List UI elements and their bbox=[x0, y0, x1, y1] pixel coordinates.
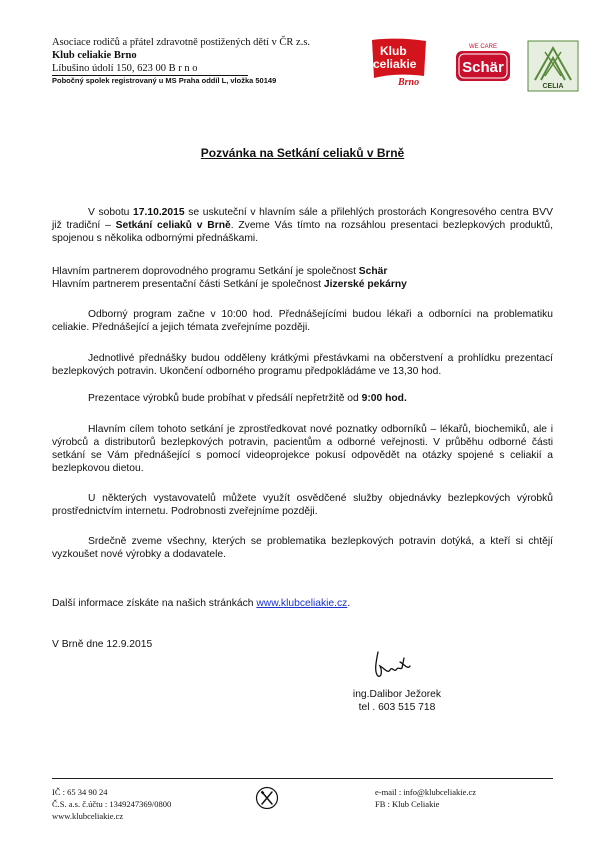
letterhead bbox=[52, 36, 352, 86]
signer-block bbox=[342, 688, 452, 714]
klub-logo-line1: Klub bbox=[380, 44, 407, 58]
schar-brand: Schär bbox=[462, 59, 504, 76]
club-address: Líbušino údolí 150, 623 00 B r n o bbox=[52, 62, 248, 76]
klub-logo-line3: Brno bbox=[398, 77, 420, 88]
invite-paragraph: Srdečně zveme všechny, kterých se problematika bezlepkových potravin dotýká, a kteří si chtějí vyzkoušet nové výrobky a dodavatele. bbox=[52, 536, 553, 560]
celia-logo bbox=[527, 40, 579, 92]
goal-paragraph: Hlavním cílem tohoto setkání je zprostředkovat nové poznatky odborníků – lékařů, biochemiků, ale i výrobců a distributorů bezlepkových potravin, pacientům a odborné veřejnosti. V průběhu odborné části setkání se Vám přednášející s pomocí videoprojekce pokusí odpovědět na otázky spojené s celiakií a bezlepkovou dietou. bbox=[52, 424, 553, 474]
program-paragraph: Odborný program začne v 10:00 hod. Přednášejícími budou lékaři a odborníci na problematiku celiakie. Přednášející a jejich témata zveřejníme později. bbox=[52, 309, 553, 333]
event-date: 17.10.2015 bbox=[133, 207, 185, 218]
partners-block bbox=[52, 265, 553, 291]
footer-web: www.klubceliakie.cz bbox=[52, 811, 124, 821]
website-link[interactable]: www.klubceliakie.cz bbox=[256, 598, 348, 609]
signer-name: ing.Dalibor Ježorek bbox=[352, 689, 442, 700]
breaks-paragraph: Jednotlivé přednášky budou odděleny krátkými přestávkami na občerstvení a prohlídku prezentací bezlepkových potravin. Ukončení odborného programu předpokládáme ve 13,30 hod. bbox=[52, 353, 553, 377]
org-line: Asociace rodičů a přátel zdravotně postižených dětí v ČR z.s. bbox=[52, 37, 311, 48]
page-title: Pozvánka na Setkání celiaků v Brně bbox=[200, 146, 405, 160]
footer-email: e-mail : info@klubceliakie.cz bbox=[375, 787, 477, 797]
footer-divider bbox=[52, 778, 553, 779]
partner-line-2: Hlavním partnerem presentační části Setkání je společnost Jizerské pekárny bbox=[52, 279, 407, 290]
footer-account: Č.S. a.s. č.účtu : 1349247369/0800 bbox=[52, 799, 172, 809]
handwritten-signature bbox=[370, 648, 420, 680]
footer-left bbox=[52, 786, 171, 822]
celia-text: CELIA bbox=[542, 83, 564, 90]
klub-logo-line2: celiakie bbox=[373, 57, 417, 71]
event-name: Setkání celiaků v Brně bbox=[115, 220, 231, 231]
intro-text-b: se uskuteční v hlavním sále a přilehlých prostorách Kongresového centra BVV již tradiční – bbox=[52, 207, 553, 231]
fork-knife-icon bbox=[255, 786, 279, 810]
orders-paragraph: U některých vystavovatelů můžete využít osvědčené služby objednávky bezlepkových výrobků prostřednictvím internetu. Podrobnosti zveřejníme později. bbox=[52, 493, 553, 517]
club-name: Klub celiakie Brno bbox=[52, 50, 137, 61]
footer-fb: FB : Klub Celiakie bbox=[375, 799, 440, 809]
intro-text-a: V sobotu bbox=[88, 207, 134, 218]
partner-line-1: Hlavním partnerem doprovodného programu Setkání je společnost Schär bbox=[52, 266, 388, 277]
klub-celiakie-logo bbox=[368, 38, 430, 88]
schar-tagline: WE CARE bbox=[468, 44, 498, 50]
presentation-paragraph: Prezentace výrobků bude probíhat v předsálí nepřetržitě od 9:00 hod. bbox=[88, 393, 407, 404]
intro-paragraph bbox=[52, 206, 553, 245]
more-info-line: Další informace získáte na našich stránkách www.klubceliakie.cz. bbox=[52, 598, 351, 609]
footer-right bbox=[375, 786, 476, 810]
presentation-time: 9:00 hod. bbox=[361, 393, 407, 404]
place-date: V Brně dne 12.9.2015 bbox=[52, 639, 153, 650]
partner-jizerske: Jizerské pekárny bbox=[323, 279, 407, 290]
partner-schar: Schär bbox=[358, 266, 388, 277]
signer-phone: tel . 603 515 718 bbox=[358, 702, 436, 713]
intro-text-c: . Zveme Vás tímto na rozsáhlou presentaci bezlepkových produktů, spojenou s několika odbornými přednáškami. bbox=[52, 220, 553, 244]
registration-note: Pobočný spolek registrovaný u MS Praha oddíl L, vložka 50149 bbox=[52, 76, 277, 85]
schar-logo bbox=[450, 40, 516, 86]
footer-ic: IČ : 65 34 90 24 bbox=[52, 787, 108, 797]
